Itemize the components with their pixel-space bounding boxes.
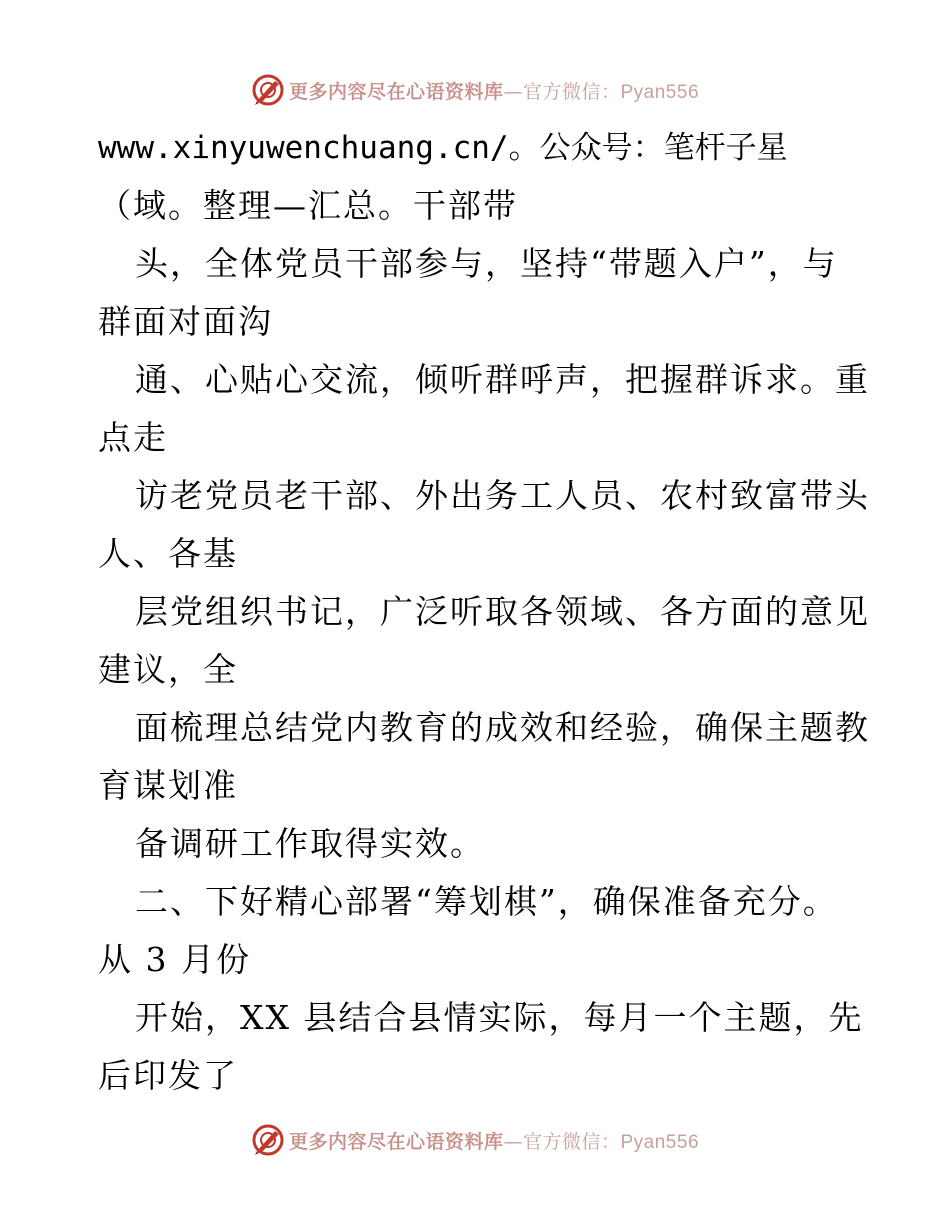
text-line: 开始，XX 县结合县情实际，每月一个主题，先: [135, 998, 864, 1037]
text-line: 建议，全: [98, 650, 238, 689]
watermark-dash: —: [503, 1130, 523, 1153]
watermark-dash: —: [503, 80, 523, 103]
watermark-text: [289, 1127, 699, 1154]
text-line: 层党组织书记，广泛听取各领域、各方面的意见: [135, 592, 870, 631]
text-line: 后印发了: [98, 1056, 238, 1095]
text-line: 二、下好精心部署“筹划棋”，确保准备充分。: [135, 882, 838, 921]
text-line: 群面对面沟: [98, 302, 273, 341]
header-watermark: [0, 70, 950, 110]
document-body: [98, 126, 870, 1112]
footer-watermark: [0, 1120, 950, 1160]
text-line: 头，全体党员干部参与，坚持“带题入户”，与: [135, 244, 838, 283]
text-line: 从 3 月份: [98, 940, 251, 979]
red-pen-circle-logo-icon: [251, 73, 285, 107]
watermark-text: [289, 77, 699, 104]
text-line: 通、心贴心交流，倾听群呼声，把握群诉求。重: [135, 360, 870, 399]
text-line: （域。整理—汇总。干部带: [98, 186, 518, 225]
text-line: 点走: [98, 418, 168, 457]
text-line: 育谋划准: [98, 766, 238, 805]
text-line: 人、各基: [98, 534, 238, 573]
text-line: 面梳理总结党内教育的成效和经验，确保主题教: [135, 708, 870, 747]
watermark-brand: 更多内容尽在心语资料库: [288, 1130, 504, 1153]
watermark-account: 官方微信：Pyan556: [523, 81, 700, 103]
text-line: 访老党员老干部、外出务工人员、农村致富带头: [135, 476, 870, 515]
red-pen-circle-logo-icon: [251, 1123, 285, 1157]
text-line: 备调研工作取得实效。: [135, 824, 485, 863]
text-line: www.xinyuwenchuang.cn/。公众号：笔杆子星: [98, 130, 788, 166]
watermark-account: 官方微信：Pyan556: [523, 1131, 700, 1153]
watermark-brand: 更多内容尽在心语资料库: [288, 80, 504, 103]
